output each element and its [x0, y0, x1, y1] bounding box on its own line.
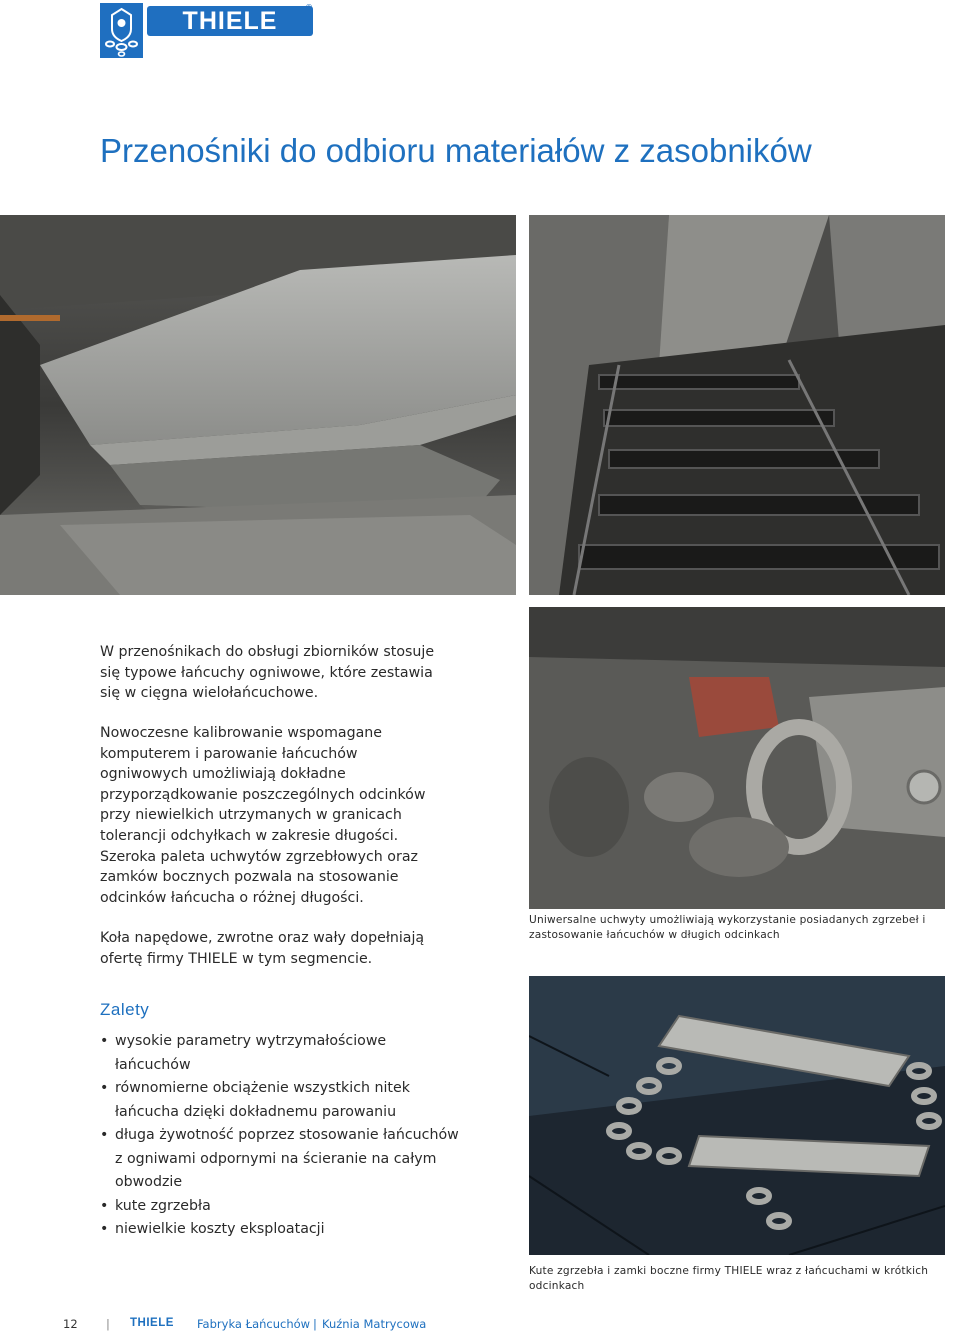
bullet-icon: •: [100, 1127, 109, 1143]
page-number: 12: [63, 1317, 78, 1331]
footer-separator: |: [313, 1317, 317, 1331]
page-footer: [0, 1317, 600, 1335]
photo-chain-trough: [529, 215, 945, 595]
photo-forged-flights-chains: [529, 976, 945, 1255]
bullet-icon: •: [100, 1197, 109, 1214]
bullet-icon: •: [100, 1080, 109, 1096]
thiele-wordmark: THIELE: [147, 6, 313, 36]
advantages-list: [100, 1030, 460, 1242]
photo-flight-attachment-closeup: [529, 607, 945, 909]
list-item: [100, 1077, 460, 1124]
thiele-emblem-icon: [100, 3, 143, 58]
list-item-text: równomierne obciążenie wszystkich nitek łańcucha dzięki dokładnemu parowaniu: [115, 1080, 410, 1120]
list-item-text: wysokie parametry wytrzymałościowe łańcuchów: [115, 1033, 387, 1073]
photo-caption-forged-flights: Kute zgrzebła i zamki boczne firmy THIELE wraz z łańcuchami w krótkich odcinkach: [529, 1265, 929, 1292]
photo-caption-attachments: Uniwersalne uchwyty umożliwiają wykorzystanie posiadanych zgrzebeł i zastosowanie łańcuchów w długich odcinkach: [529, 914, 926, 941]
list-item-text: długa żywotność poprzez stosowanie łańcuchów z ogniwami odpornymi na ścieranie na całym obwodzie: [115, 1127, 459, 1190]
page-title: Przenośniki do odbioru materiałów z zasobników: [100, 132, 812, 169]
list-item: [100, 1195, 460, 1219]
list-item-text: kute zgrzebła: [115, 1197, 211, 1214]
list-item-text: niewielkie koszty eksploatacji: [115, 1221, 325, 1237]
offer-paragraph: Koła napędowe, zwrotne oraz wały dopełniają ofertę firmy THIELE w tym segmencie.: [100, 930, 425, 967]
footer-company: Fabryka Łańcuchów: [197, 1317, 311, 1331]
bullet-icon: •: [100, 1221, 109, 1237]
list-item: [100, 1030, 460, 1077]
photo-hopper-conveyor: [0, 215, 516, 595]
list-item: [100, 1218, 460, 1242]
footer-division: Kuźnia Matrycowa: [322, 1317, 427, 1331]
list-item: [100, 1124, 460, 1195]
advantages-heading: Zalety: [100, 1000, 150, 1019]
calibration-paragraph: Nowoczesne kalibrowanie wspomagane komputerem i parowanie łańcuchów ogniwowych umożliwiają dokładne przyporządkowanie poszczególnych odcinków przy niewielkich utrzymanych w granicach tolerancji odchyłkach w zakresie długości. Szeroka paleta uchwytów zgrzebłowych oraz zamków bocznych pozwala na stosowanie odcinków łańcucha o różnej długości.: [100, 725, 426, 906]
footer-brand: THIELE: [130, 1317, 174, 1329]
registered-mark-icon: ®: [305, 3, 313, 12]
footer-separator: |: [106, 1317, 110, 1331]
thiele-logo: [100, 3, 316, 58]
bullet-icon: •: [100, 1033, 109, 1049]
intro-paragraph: W przenośnikach do obsługi zbiorników stosuje się typowe łańcuchy ogniwowe, które zestawia się w cięgna wielołańcuchowe.: [100, 644, 435, 702]
